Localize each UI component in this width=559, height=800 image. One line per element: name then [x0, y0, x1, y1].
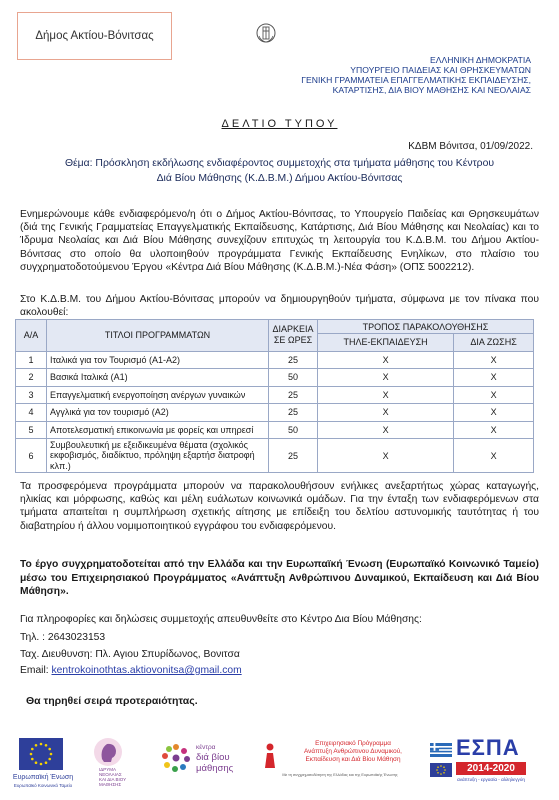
row-live: X: [454, 439, 534, 473]
eu-flag-icon: [19, 738, 63, 770]
subject-line-1: Θέμα: Πρόσκληση εκδήλωσης ενδιαφέροντος συμμετοχής στα τμήματα μάθησης του Κέντρου: [64, 158, 495, 169]
row-live: X: [454, 386, 534, 404]
programs-paragraph: Τα προσφερόμενα προγράμματα μπορούν να παρακολουθήσουν ενήλικες ανεξαρτήτως χώρας καταγωγής, ηλικίας και μόρφωσης, καθώς και μέλη ευάλωτων κοινωνικά ομάδων. Για την ένταξη των ενδιαφερόμενων στα τμήματα απαιτείται η συμπλήρωση σχετικής αίτησης με επίδειξη του δελτίου αστυνομικής ταυτότητας ή του διαβατηρίου ή άλλου νομιμοποιητικού εγγράφου του ενδιαφερόμενου.: [20, 481, 539, 532]
row-remote: X: [318, 404, 454, 422]
eu-flag-small-icon: [430, 763, 452, 777]
ministry-line-4: ΚΑΤΑΡΤΙΣΗΣ, ΔΙΑ ΒΙΟΥ ΜΑΘΗΣΗΣ ΚΑΙ ΝΕΟΛΑΙΑΣ: [332, 85, 531, 95]
op-line-4: Με τη συγχρηματοδότηση της Ελλάδας και της Ευρωπαϊκής Ένωσης: [282, 773, 398, 777]
op-line-3: Εκπαίδευση και Διά Βίου Μάθηση: [305, 755, 401, 763]
municipality-name: Δήμος Ακτίου-Βόνιτσας: [35, 30, 154, 42]
inedivim-line-3: ΚΑΙ ΔΙΑ ΒΙΟΥ: [99, 777, 127, 782]
table-row: [16, 369, 534, 387]
header-aa: Α/Α: [16, 320, 47, 352]
kdbm-line-3: μάθησης: [196, 763, 234, 774]
contact-intro: Για πληροφορίες και δηλώσεις συμμετοχής απευθυνθείτε στο Κέντρο Δια Βίου Μάθησης:: [20, 614, 422, 625]
row-aa: 4: [16, 404, 47, 422]
op-figure-icon: [261, 742, 279, 770]
row-title: Επαγγελματική ενεργοποίηση ανέργων γυναικών: [47, 386, 269, 404]
email-label: Email:: [20, 665, 49, 676]
eu-label-2: Ευρωπαϊκό Κοινωνικό Ταμείο: [13, 783, 73, 788]
table-row: [16, 421, 534, 439]
op-text: [283, 740, 423, 763]
row-remote: X: [318, 439, 454, 473]
row-aa: 3: [16, 386, 47, 404]
inedivim-line-4: ΜΑΘΗΣΗΣ: [99, 782, 122, 787]
row-remote: X: [318, 421, 454, 439]
ministry-line-2: ΥΠΟΥΡΓΕΙΟ ΠΑΙΔΕΙΑΣ ΚΑΙ ΘΡΗΣΚΕΥΜΑΤΩΝ: [350, 65, 531, 75]
header-duration: ΔΙΑΡΚΕΙΑ ΣΕ ΩΡΕΣ: [269, 320, 318, 352]
greek-emblem-icon: [255, 22, 277, 44]
row-aa: 6: [16, 439, 47, 473]
date-line: ΚΔΒΜ Βόνιτσα, 01/09/2022.: [408, 141, 533, 152]
header-remote: ΤΗΛΕ-ΕΚΠΑΙΔΕΥΣΗ: [318, 334, 454, 352]
priority-notice: Θα τηρηθεί σειρά προτεραιότητας.: [26, 695, 198, 707]
inedivim-text: [99, 767, 126, 787]
funding-paragraph: Το έργο συγχρηματοδοτείται από την Ελλάδα και την Ευρωπαϊκή Ένωση (Ευρωπαϊκό Κοινωνικό Ταμείο) μέσω του Επιχειρησιακού Προγράμματος «Ανάπτυξη Ανθρώπινου Δυναμικού, Εκπαίδευση και Διά Βίου Μάθηση».: [20, 559, 539, 598]
header-mode: ΤΡΟΠΟΣ ΠΑΡΑΚΟΛΟΥΘΗΣΗΣ: [318, 320, 534, 334]
kdbm-line-1: κέντρα: [196, 744, 216, 751]
inedivim-logo: [93, 737, 155, 793]
kdbm-dots-icon: [160, 742, 192, 774]
kdbm-logo: [160, 740, 240, 780]
table-header-row: [16, 320, 534, 334]
row-aa: 5: [16, 421, 47, 439]
programs-table: [15, 319, 534, 473]
row-title: Ιταλικά για τον Τουρισμό (Α1-Α2): [47, 351, 269, 369]
header-title: ΤΙΤΛΟΙ ΠΡΟΓΡΑΜΜΑΤΩΝ: [47, 320, 269, 352]
header-live: ΔΙΑ ΖΩΣΗΣ: [454, 334, 534, 352]
row-hours: 25: [269, 386, 318, 404]
eu-label-1: Ευρωπαϊκή Ένωση: [12, 774, 74, 781]
espa-years: 2014-2020: [456, 762, 526, 775]
contact-address: Ταχ. Διευθυνση: Πλ. Αγιου Σπυρίδωνος, Βονιτσα: [20, 649, 240, 660]
row-title: Συμβουλευτική με εξειδικευμένα θέματα (σχολικός εκφοβισμός, διαδίκτυο, πρόληψη εξαρτήσ διατροφή κλπ.): [47, 439, 269, 473]
row-hours: 25: [269, 439, 318, 473]
inedivim-head-icon: [93, 737, 123, 767]
op-line-1: Επιχειρησιακό Πρόγραμμα: [315, 740, 391, 747]
contact-phone: Τηλ. : 2643023153: [20, 632, 106, 643]
row-hours: 25: [269, 404, 318, 422]
op-line-2: Ανάπτυξη Ανθρώπινου Δυναμικού,: [304, 747, 402, 755]
kdbm-line-2: διά βίου: [196, 752, 230, 763]
inedivim-line-2: ΝΕΟΛΑΙΑΣ: [99, 772, 122, 777]
eu-logo: [5, 738, 81, 796]
subject: [20, 156, 539, 186]
row-title: Αγγλικά για τον τουρισμό (Α2): [47, 404, 269, 422]
row-remote: X: [318, 369, 454, 387]
ministry-line-3: ΓΕΝΙΚΗ ΓΡΑΜΜΑΤΕΙΑ ΕΠΑΓΓΕΛΜΑΤΙΚΗΣ ΕΚΠΑΙΔΕΥΣΗΣ,: [301, 75, 531, 85]
row-aa: 1: [16, 351, 47, 369]
table-row: [16, 439, 534, 473]
espa-tagline: ανάπτυξη - εργασία - αλληλεγγύη: [457, 777, 525, 782]
table-row: [16, 386, 534, 404]
inedivim-line-1: ΙΔΡΥΜΑ: [99, 767, 117, 772]
row-hours: 50: [269, 421, 318, 439]
row-remote: X: [318, 386, 454, 404]
municipality-logo-box: [17, 12, 172, 60]
row-live: X: [454, 404, 534, 422]
row-live: X: [454, 351, 534, 369]
row-hours: 50: [269, 369, 318, 387]
press-release-title: ΔΕΛΤΙΟ ΤΥΠΟΥ: [221, 118, 338, 130]
espa-title: ΕΣΠΑ: [456, 735, 520, 760]
ministry-line-1: ΕΛΛΗΝΙΚΗ ΔΗΜΟΚΡΑΤΙΑ: [430, 55, 531, 65]
greek-flag-icon: [430, 743, 452, 757]
table-row: [16, 351, 534, 369]
row-title: Αποτελεσματική επικοινωνία με φορείς και υπηρεσί: [47, 421, 269, 439]
contact-email-line: [20, 665, 242, 676]
row-live: X: [454, 369, 534, 387]
email-link[interactable]: kentrokoinothtas.aktiovonitsa@gmail.com: [51, 665, 242, 676]
row-title: Βασικά Ιταλικά (Α1): [47, 369, 269, 387]
operational-program-logo: [255, 738, 423, 788]
row-live: X: [454, 421, 534, 439]
table-row: [16, 404, 534, 422]
espa-logo: [430, 735, 528, 793]
row-remote: X: [318, 351, 454, 369]
subject-line-2: Διά Βίου Μάθησης (Κ.Δ.Β.Μ.) Δήμου Ακτίου-Βόνιτσας: [156, 173, 403, 184]
intro-paragraph: Ενημερώνουμε κάθε ενδιαφερόμενο/η ότι ο Δήμος Ακτίου-Βόνιτσας, το Υπουργείο Παιδείας και Θρησκευμάτων (διά της Γενικής Γραμματείας Επαγγελματικής Εκπαίδευσης, Κατάρτισης, Διά Βίου Μάθησης και Νεολαίας) και το Ίδρυμα Νεολαίας και Διά Βίου Μάθησης συνεχίζουν επιτυχώς τη λειτουργία του Κ.Δ.Β.Μ. του Δήμου Ακτίου-Βόνιτσας στο οποίο θα υλοποιηθούν προγράμματα Γενικής Εκπαίδευσης Ενηλίκων, στο πλαίσιο του συγχρηματοδοτούμενου Έργου «Κέντρα Διά Βίου Μάθησης (Κ.Δ.Β.Μ.)-Νέα Φάση» (ΟΠΣ 5002212).: [20, 209, 539, 273]
row-aa: 2: [16, 369, 47, 387]
row-hours: 25: [269, 351, 318, 369]
intro-paragraph-2: Στο Κ.Δ.Β.Μ. του Δήμου Ακτίου-Βόνιτσας μπορούν να δημιουργηθούν τμήματα, σύμφωνα με τον πίνακα που ακολουθεί:: [20, 294, 539, 319]
